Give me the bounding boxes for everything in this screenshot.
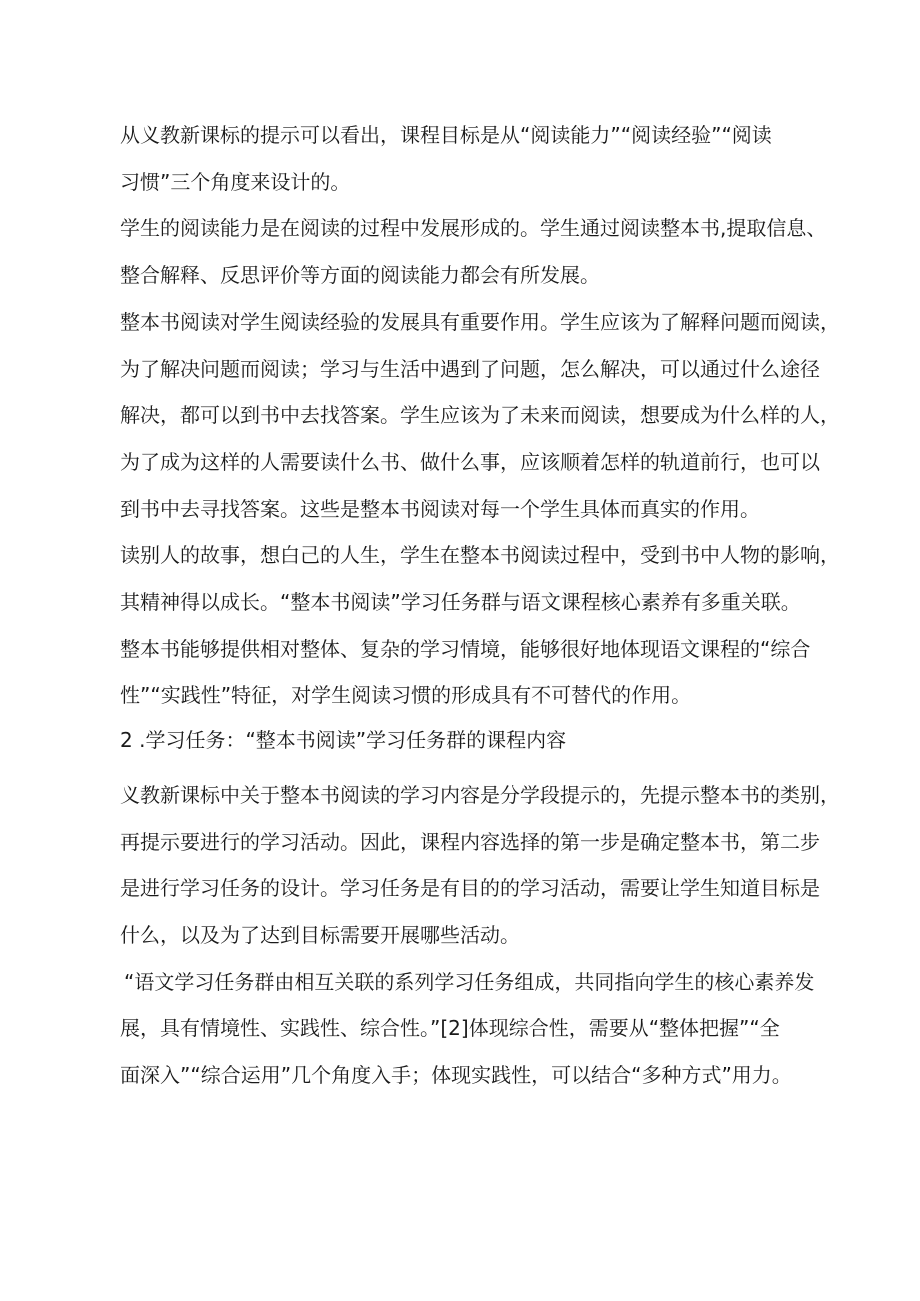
paragraph-line: 是进行学习任务的设计。学习任务是有目的的学习活动，需要让学生知道目标是 (120, 876, 820, 900)
paragraph-line: 展，具有情境性、实践性、综合性。”[2]体现综合性，需要从“整体把握”“全 (120, 1016, 780, 1040)
paragraph-line: 整本书能够提供相对整体、复杂的学习情境，能够很好地体现语文课程的“综合 (120, 637, 811, 661)
paragraph-line: 面深入”“综合运用”几个角度入手；体现实践性，可以结合“多种方式”用力。 (120, 1063, 792, 1087)
paragraph-line: 整合解释、反思评价等方面的阅读能力都会有所发展。 (120, 263, 600, 287)
paragraph-line: 从义教新课标的提示可以看出，课程目标是从“阅读能力”“阅读经验”“阅读 (120, 123, 772, 147)
paragraph-line: 为了成为这样的人需要读什么书、做什么事，应该顺着怎样的轨道前行，也可以 (120, 450, 820, 474)
paragraph-line: “语文学习任务群由相互关联的系列学习任务组成，共同指向学生的核心素养发 (124, 970, 815, 994)
section-heading: 2 .学习任务：“整本书阅读”学习任务群的课程内容 (120, 728, 567, 752)
paragraph-line: 义教新课标中关于整本书阅读的学习内容是分学段提示的，先提示整本书的类别， (120, 783, 840, 807)
paragraph-line: 习惯”三个角度来设计的。 (120, 170, 351, 194)
paragraph-line: 整本书阅读对学生阅读经验的发展具有重要作用。学生应该为了解释问题而阅读， (120, 310, 840, 334)
paragraph-line: 性”“实践性”特征，对学生阅读习惯的形成具有不可替代的作用。 (120, 683, 692, 707)
paragraph-line: 到书中去寻找答案。这些是整本书阅读对每一个学生具体而真实的作用。 (120, 497, 760, 521)
paragraph-line: 读别人的故事，想白己的人生，学生在整本书阅读过程中，受到书中人物的影响， (120, 543, 840, 567)
paragraph-line: 为了解决问题而阅读；学习与生活中遇到了问题，怎么解决，可以通过什么途径 (120, 357, 820, 381)
paragraph-line: 再提示要进行的学习活动。因此，课程内容选择的第一步是确定整本书，第二步 (120, 830, 820, 854)
paragraph-line: 学生的阅读能力是在阅读的过程中发展形成的。学生通过阅读整本书,提取信息、 (120, 216, 827, 240)
paragraph-line: 什么，以及为了达到目标需要开展哪些活动。 (120, 923, 520, 947)
paragraph-line: 其精神得以成长。“整本书阅读”学习任务群与语文课程核心素养有多重关联。 (120, 590, 801, 614)
paragraph-line: 解决，都可以到书中去找答案。学生应该为了未来而阅读，想要成为什么样的人， (120, 403, 840, 427)
